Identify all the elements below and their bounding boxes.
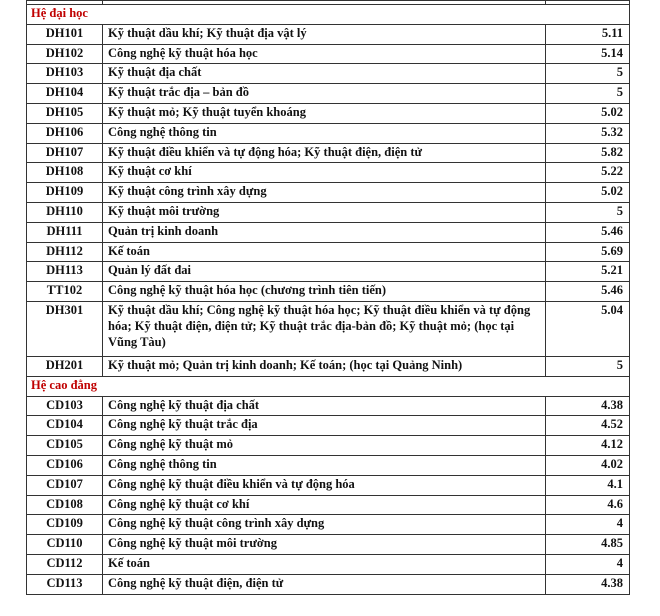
table-row: [27, 515, 630, 535]
program-code-cell: DH113: [27, 262, 103, 282]
program-code-cell: CD109: [27, 515, 103, 535]
program-code-cell: DH111: [27, 222, 103, 242]
program-name-cell: Công nghệ kỹ thuật mỏ: [103, 436, 546, 456]
program-name-cell: Công nghệ kỹ thuật điều khiển và tự động hóa: [103, 475, 546, 495]
table-row: [27, 356, 630, 376]
program-name-cell: Quản lý đất đai: [103, 262, 546, 282]
score-cell: 5: [546, 64, 630, 84]
program-name-cell: Kỹ thuật công trình xây dựng: [103, 183, 546, 203]
program-code-cell: DH105: [27, 103, 103, 123]
program-code-cell: CD112: [27, 554, 103, 574]
program-name-cell: Công nghệ thông tin: [103, 123, 546, 143]
score-cell: 4: [546, 515, 630, 535]
score-cell: 5.21: [546, 262, 630, 282]
program-name-cell: Quản trị kinh doanh: [103, 222, 546, 242]
score-cell: 5.14: [546, 44, 630, 64]
table-row: [27, 301, 630, 356]
score-cell: 4.85: [546, 535, 630, 555]
score-cell: 5.32: [546, 123, 630, 143]
program-code-cell: DH102: [27, 44, 103, 64]
program-name-cell: Kỹ thuật dầu khí; Công nghệ kỹ thuật hóa học; Kỹ thuật điều khiển và tự động hóa; Kỹ thuật điện, điện tử; Kỹ thuật trắc địa-bản đồ; Kỹ thuật mỏ; (học tại Vũng Tàu): [103, 301, 546, 356]
program-name-cell: Kỹ thuật địa chất: [103, 64, 546, 84]
table-row: [27, 475, 630, 495]
table-row: [27, 495, 630, 515]
score-cell: 5.69: [546, 242, 630, 262]
program-code-cell: CD110: [27, 535, 103, 555]
program-name-cell: Công nghệ kỹ thuật công trình xây dựng: [103, 515, 546, 535]
program-code-cell: DH101: [27, 24, 103, 44]
score-cell: 4.12: [546, 436, 630, 456]
table-row: [27, 396, 630, 416]
program-name-cell: Kỹ thuật cơ khí: [103, 163, 546, 183]
section-header-row: [27, 376, 630, 396]
program-code-cell: CD106: [27, 455, 103, 475]
table-row: [27, 103, 630, 123]
program-code-cell: DH201: [27, 356, 103, 376]
program-code-cell: DH106: [27, 123, 103, 143]
table-row: [27, 143, 630, 163]
table-row: [27, 436, 630, 456]
program-name-cell: Công nghệ kỹ thuật hóa học: [103, 44, 546, 64]
table-row: [27, 574, 630, 594]
program-name-cell: Công nghệ kỹ thuật điện, điện tử: [103, 574, 546, 594]
table-row: [27, 24, 630, 44]
program-name-cell: Kỹ thuật trắc địa – bản đồ: [103, 84, 546, 104]
score-cell: 4.02: [546, 455, 630, 475]
score-cell: 5: [546, 84, 630, 104]
score-cell: 5: [546, 202, 630, 222]
program-code-cell: CD104: [27, 416, 103, 436]
table-row: [27, 163, 630, 183]
score-cell: 5.04: [546, 301, 630, 356]
score-cell: 5.46: [546, 282, 630, 302]
section-title: Hệ đại học: [27, 5, 630, 25]
table-row: [27, 416, 630, 436]
table-row: [27, 282, 630, 302]
admission-score-table: [26, 0, 630, 595]
score-table-body: [27, 1, 630, 595]
table-row: [27, 123, 630, 143]
program-name-cell: Kỹ thuật mỏ; Kỹ thuật tuyển khoáng: [103, 103, 546, 123]
program-name-cell: Kỹ thuật dầu khí; Kỹ thuật địa vật lý: [103, 24, 546, 44]
score-cell: 5.82: [546, 143, 630, 163]
program-name-cell: Kế toán: [103, 554, 546, 574]
score-cell: 5: [546, 356, 630, 376]
program-code-cell: DH112: [27, 242, 103, 262]
table-row: [27, 455, 630, 475]
table-row: [27, 262, 630, 282]
table-row: [27, 64, 630, 84]
table-row: [27, 44, 630, 64]
program-name-cell: Công nghệ kỹ thuật môi trường: [103, 535, 546, 555]
score-table-container: [26, 0, 629, 595]
program-code-cell: DH109: [27, 183, 103, 203]
program-code-cell: DH107: [27, 143, 103, 163]
score-cell: 5.22: [546, 163, 630, 183]
score-cell: 5.46: [546, 222, 630, 242]
program-code-cell: CD107: [27, 475, 103, 495]
table-row: [27, 535, 630, 555]
score-cell: 4.1: [546, 475, 630, 495]
program-name-cell: Công nghệ thông tin: [103, 455, 546, 475]
program-code-cell: DH110: [27, 202, 103, 222]
table-row: [27, 84, 630, 104]
table-row: [27, 202, 630, 222]
program-name-cell: Công nghệ kỹ thuật địa chất: [103, 396, 546, 416]
section-title: Hệ cao đẳng: [27, 376, 630, 396]
program-code-cell: CD105: [27, 436, 103, 456]
score-cell: 5.02: [546, 183, 630, 203]
program-code-cell: CD108: [27, 495, 103, 515]
program-code-cell: CD113: [27, 574, 103, 594]
program-code-cell: DH104: [27, 84, 103, 104]
score-cell: 4: [546, 554, 630, 574]
table-row: [27, 222, 630, 242]
program-name-cell: Công nghệ kỹ thuật cơ khí: [103, 495, 546, 515]
program-code-cell: CD103: [27, 396, 103, 416]
program-code-cell: TT102: [27, 282, 103, 302]
score-cell: 4.38: [546, 396, 630, 416]
program-code-cell: DH301: [27, 301, 103, 356]
table-row: [27, 554, 630, 574]
score-cell: 4.6: [546, 495, 630, 515]
table-row: [27, 242, 630, 262]
program-name-cell: Kỹ thuật mỏ; Quản trị kinh doanh; Kế toán; (học tại Quảng Ninh): [103, 356, 546, 376]
program-name-cell: Kế toán: [103, 242, 546, 262]
score-cell: 5.02: [546, 103, 630, 123]
program-name-cell: Công nghệ kỹ thuật trắc địa: [103, 416, 546, 436]
program-name-cell: Công nghệ kỹ thuật hóa học (chương trình tiên tiến): [103, 282, 546, 302]
program-code-cell: DH103: [27, 64, 103, 84]
score-cell: 4.52: [546, 416, 630, 436]
program-code-cell: DH108: [27, 163, 103, 183]
program-name-cell: Kỹ thuật điều khiển và tự động hóa; Kỹ thuật điện, điện tử: [103, 143, 546, 163]
table-row: [27, 183, 630, 203]
program-name-cell: Kỹ thuật môi trường: [103, 202, 546, 222]
score-cell: 4.38: [546, 574, 630, 594]
score-cell: 5.11: [546, 24, 630, 44]
section-header-row: [27, 5, 630, 25]
